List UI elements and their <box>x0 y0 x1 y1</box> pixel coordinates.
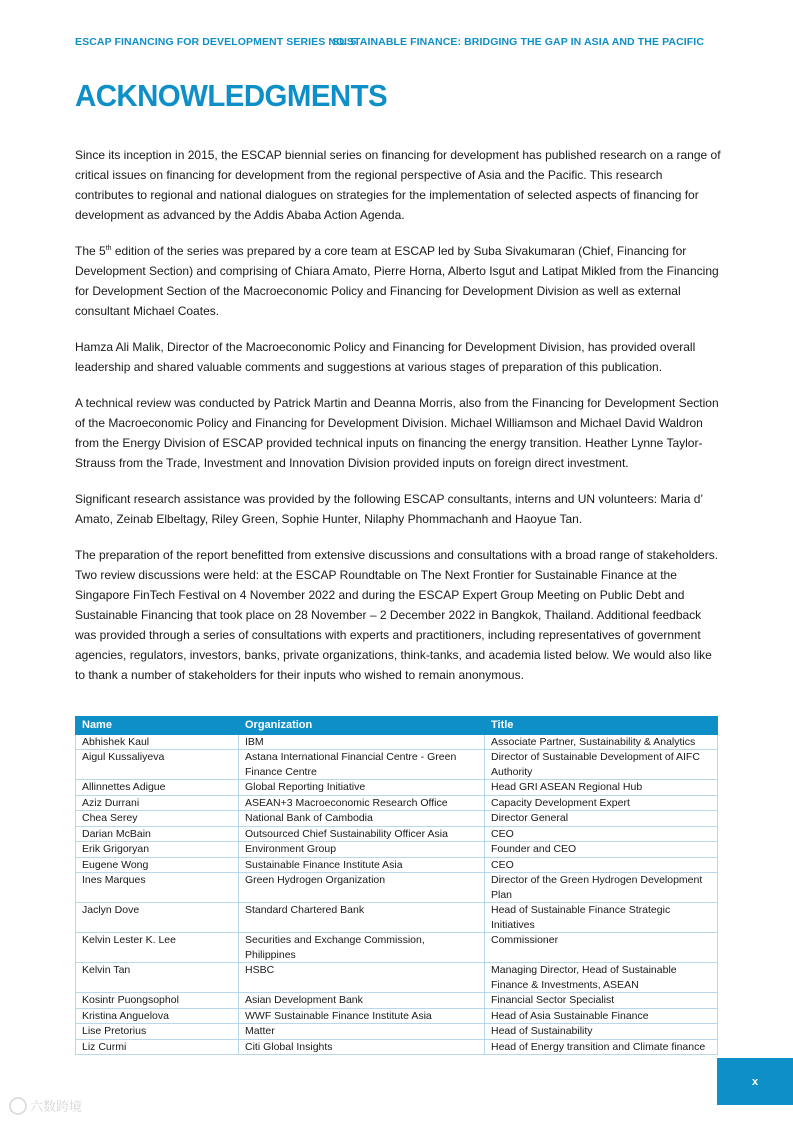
cell-title: Head of Sustainability <box>485 1024 718 1040</box>
watermark-logo <box>8 1094 108 1118</box>
cell-title: Founder and CEO <box>485 842 718 858</box>
cell-title: Head of Sustainable Finance Strategic Initiatives <box>485 903 718 933</box>
column-header-organization: Organization <box>239 717 485 735</box>
cell-organization: HSBC <box>239 963 485 993</box>
cell-title: Director of the Green Hydrogen Development Plan <box>485 873 718 903</box>
paragraph <box>75 241 721 321</box>
table-row <box>76 963 718 993</box>
cell-name: Ines Marques <box>76 873 239 903</box>
cell-title: Head of Asia Sustainable Finance <box>485 1008 718 1024</box>
cell-name: Aziz Durrani <box>76 795 239 811</box>
cell-name: Eugene Wong <box>76 857 239 873</box>
page-number: x <box>751 1075 759 1088</box>
table-header-row <box>76 717 718 735</box>
table-row <box>76 811 718 827</box>
paragraph: Significant research assistance was provided by the following ESCAP consultants, interns and UN volunteers: Maria d’ Amato, Zeinab Elbeltagy, Riley Green, Sophie Hunter, Nilaphy Phommachanh and Haoyue Tan. <box>75 492 703 526</box>
cell-name: Aigul Kussaliyeva <box>76 750 239 780</box>
paragraph: Hamza Ali Malik, Director of the Macroeconomic Policy and Financing for Development Division, has provided overall leadership and shared valuable comments and suggestions at various stages of preparation of this publication. <box>75 340 696 374</box>
cell-title: Managing Director, Head of Sustainable Finance & Investments, ASEAN <box>485 963 718 993</box>
cell-organization: Asian Development Bank <box>239 993 485 1009</box>
cell-name: Allinnettes Adigue <box>76 780 239 796</box>
cell-organization: Matter <box>239 1024 485 1040</box>
svg-text:六数跨境: 六数跨境 <box>30 1100 83 1115</box>
cell-name: Erik Grigoryan <box>76 842 239 858</box>
body-text <box>75 145 721 701</box>
table-row <box>76 826 718 842</box>
cell-organization: Green Hydrogen Organization <box>239 873 485 903</box>
superscript: th <box>105 245 112 252</box>
table-row <box>76 857 718 873</box>
cell-title: Associate Partner, Sustainability & Analytics <box>485 734 718 750</box>
table-row <box>76 993 718 1009</box>
table-row <box>76 933 718 963</box>
cell-name: Kelvin Lester K. Lee <box>76 933 239 963</box>
stakeholders-table <box>75 716 718 1055</box>
table-row <box>76 1008 718 1024</box>
table-row <box>76 795 718 811</box>
paragraph: A technical review was conducted by Patrick Martin and Deanna Morris, also from the Financing for Development Section of the Macroeconomic Policy and Financing for Development Division. Michael Williamson and Michael David Waldron from the Energy Division of ESCAP provided technical inputs on financing the energy transition. Heather Lynne Taylor-Strauss from the Trade, Investment and Innovation Division provided inputs on foreign direct investment. <box>75 396 719 470</box>
cell-name: Chea Serey <box>76 811 239 827</box>
cell-organization: Sustainable Finance Institute Asia <box>239 857 485 873</box>
table-row <box>76 750 718 780</box>
table-row <box>76 1024 718 1040</box>
cell-name: Darian McBain <box>76 826 239 842</box>
cell-organization: Outsourced Chief Sustainability Officer Asia <box>239 826 485 842</box>
cell-organization: IBM <box>239 734 485 750</box>
cell-organization: Securities and Exchange Commission, Philippines <box>239 933 485 963</box>
paragraph-part: The 5 <box>75 244 106 258</box>
cell-organization: WWF Sustainable Finance Institute Asia <box>239 1008 485 1024</box>
table-row <box>76 873 718 903</box>
paragraph: The preparation of the report benefitted from extensive discussions and consultations with a broad range of stakeholders. Two review discussions were held: at the ESCAP Roundtable on The Next Frontier for Sustainable Finance at the Singapore FinTech Festival on 4 November 2022 and during the ESCAP Expert Group Meeting on Public Debt and Sustainable Financing that took place on 28 November – 2 December 2022 in Bangkok, Thailand. Additional feedback was provided through a series of consultations with experts and practitioners, including representatives of government agencies, regulators, investors, banks, private organizations, think-tanks, and academia listed below. We would also like to thank a number of stakeholders for their inputs who wished to remain anonymous. <box>75 548 719 682</box>
column-header-title: Title <box>485 717 718 735</box>
cell-organization: National Bank of Cambodia <box>239 811 485 827</box>
paragraph-part: edition of the series was prepared by a core team at ESCAP led by Suba Sivakumaran (Chief, Financing for Development Section) and comprising of Chiara Amato, Pierre Horna, Alberto Isgut and Latipat Mikled from the Financing for Development Section of the Macroeconomic Policy and Financing for Development Division as well as external consultant Michael Coates. <box>75 244 719 318</box>
cell-title: Head of Energy transition and Climate finance <box>485 1039 718 1055</box>
table-row <box>76 842 718 858</box>
cell-name: Kristina Anguelova <box>76 1008 239 1024</box>
table-row <box>76 780 718 796</box>
table-body <box>76 734 718 1055</box>
cell-title: Director of Sustainable Development of AIFC Authority <box>485 750 718 780</box>
cell-title: Commissioner <box>485 933 718 963</box>
running-header-series: ESCAP FINANCING FOR DEVELOPMENT SERIES NO. 5 <box>75 36 357 48</box>
page-title: ACKNOWLEDGMENTS <box>75 78 388 113</box>
cell-name: Liz Curmi <box>76 1039 239 1055</box>
cell-name: Kelvin Tan <box>76 963 239 993</box>
cell-organization: ASEAN+3 Macroeconomic Research Office <box>239 795 485 811</box>
column-header-name: Name <box>76 717 239 735</box>
cell-title: Head GRI ASEAN Regional Hub <box>485 780 718 796</box>
paragraph: Since its inception in 2015, the ESCAP biennial series on financing for development has published research on a range of critical issues on financing for development from the regional perspective of Asia and the Pacific. This research contributes to regional and national dialogues on strategies for the implementation of selected aspects of financing for development as advanced by the Addis Ababa Action Agenda. <box>75 148 721 222</box>
table-row <box>76 734 718 750</box>
cell-title: Capacity Development Expert <box>485 795 718 811</box>
cell-title: Director General <box>485 811 718 827</box>
cell-organization: Global Reporting Initiative <box>239 780 485 796</box>
page-number-box <box>717 1058 793 1105</box>
cell-organization: Environment Group <box>239 842 485 858</box>
table-row <box>76 1039 718 1055</box>
table-row <box>76 903 718 933</box>
cell-name: Kosintr Puongsophol <box>76 993 239 1009</box>
cell-title: CEO <box>485 857 718 873</box>
cell-title: Financial Sector Specialist <box>485 993 718 1009</box>
cell-name: Abhishek Kaul <box>76 734 239 750</box>
cell-name: Lise Pretorius <box>76 1024 239 1040</box>
cell-name: Jaclyn Dove <box>76 903 239 933</box>
cell-organization: Astana International Financial Centre - Green Finance Centre <box>239 750 485 780</box>
running-header-title: SUSTAINABLE FINANCE: BRIDGING THE GAP IN ASIA AND THE PACIFIC <box>332 36 704 48</box>
cell-organization: Standard Chartered Bank <box>239 903 485 933</box>
cell-organization: Citi Global Insights <box>239 1039 485 1055</box>
cell-title: CEO <box>485 826 718 842</box>
